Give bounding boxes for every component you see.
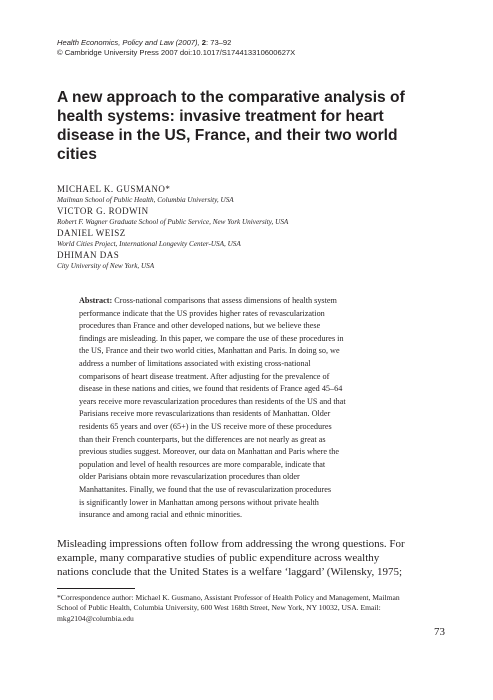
footnote-line: mkg2104@columbia.edu — [57, 613, 134, 623]
author-block — [57, 184, 437, 206]
author-name: VICTOR G. RODWIN — [57, 206, 149, 216]
author-name: DHIMAN DAS — [57, 250, 120, 260]
article-title: A new approach to the comparative analysis of health systems: invasive treatment for heart disease in the US, France, and their two world cities — [57, 89, 405, 163]
abstract-line: residents 65 years and over (65+) in the US receive more of these procedures — [79, 421, 332, 431]
abstract-line: performance indicate that the US provides higher rates of revascularization — [79, 308, 325, 318]
abstract-line: older Parisians obtain more revascularization procedures than older — [79, 472, 300, 482]
journal-name: Health Economics, Policy and Law — [57, 38, 174, 47]
abstract-line — [79, 295, 399, 308]
journal-citation — [57, 38, 295, 58]
author-name: DANIEL WEISZ — [57, 228, 126, 238]
journal-volume: 2 — [201, 38, 207, 47]
abstract-text: Cross-national comparisons that assess dimensions of health system — [112, 296, 337, 305]
abstract-line: address a number of limitations associated with existing cross-national — [79, 358, 311, 368]
abstract — [79, 295, 399, 522]
body-line: example, many comparative studies of public expenditure across wealthy — [57, 552, 380, 565]
author-block — [57, 228, 437, 250]
abstract-line: previous studies suggest. Moreover, our data on Manhattan and Paris where the — [79, 447, 340, 457]
author-list — [57, 184, 437, 272]
abstract-line: population and level of health resources are more comparable, indicate that — [79, 459, 326, 469]
footnote-rule — [57, 588, 135, 589]
body-line: nations conclude that the United States is a welfare ‘laggard’ (Wilensky, 1975; — [57, 566, 403, 579]
abstract-line: findings are misleading. In this paper, we compare the use of these procedures in — [79, 333, 344, 343]
journal-year: (2007), — [173, 38, 202, 47]
abstract-line: Parisians receive more revascularizations than residents of Manhattan. Older — [79, 409, 331, 419]
footnote — [57, 593, 447, 624]
abstract-line: comparisons of heart disease treatment. After adjusting for the prevalence of — [79, 371, 330, 381]
body-text — [57, 537, 441, 580]
journal-pages: : 73–92 — [206, 38, 232, 47]
author-block — [57, 206, 437, 228]
author-block — [57, 250, 437, 272]
abstract-line: years receive more revascularization procedures than residents of the US and that — [79, 396, 346, 406]
footnote-line: *Correspondence author: Michael K. Gusmano, Assistant Professor of Health Policy and Management, Mailman — [57, 593, 400, 602]
abstract-line: than their French counterparts, but the differences are not nearly as great as — [79, 434, 326, 444]
abstract-line: is significantly lower in Manhattan among persons without private health — [79, 497, 319, 507]
abstract-line: Manhattanites. Finally, we found that the use of revascularization procedures — [79, 484, 332, 494]
abstract-line: disease in these nations and cities, we found that residents of France aged 45–64 — [79, 384, 343, 394]
abstract-line: the US, France and their two world cities, Manhattan and Paris. In doing so, we — [79, 346, 340, 356]
author-affiliation: World Cities Project, International Longevity Center-USA, USA — [57, 240, 241, 248]
abstract-line: procedures than France and other developed nations, but we believe these — [79, 321, 321, 331]
page-number: 73 — [434, 626, 445, 638]
footnote-line: School of Public Health, Columbia University, 600 West 168th Street, New York, NY 10032, USA. Email: — [57, 603, 381, 613]
abstract-label: Abstract: — [79, 296, 113, 305]
abstract-line: insurance and among racial and ethnic minorities. — [79, 510, 243, 520]
author-affiliation: City University of New York, USA — [57, 262, 155, 270]
copyright-doi-line: © Cambridge University Press 2007 doi:10.1017/S174413310600627X — [57, 48, 296, 57]
author-affiliation: Mailman School of Public Health, Columbia University, USA — [57, 196, 234, 204]
author-name: MICHAEL K. GUSMANO* — [57, 184, 171, 194]
journal-line — [57, 38, 295, 48]
author-affiliation: Robert F. Wagner Graduate School of Public Service, New York University, USA — [57, 218, 289, 226]
body-line: Misleading impressions often follow from addressing the wrong questions. For — [57, 538, 405, 550]
